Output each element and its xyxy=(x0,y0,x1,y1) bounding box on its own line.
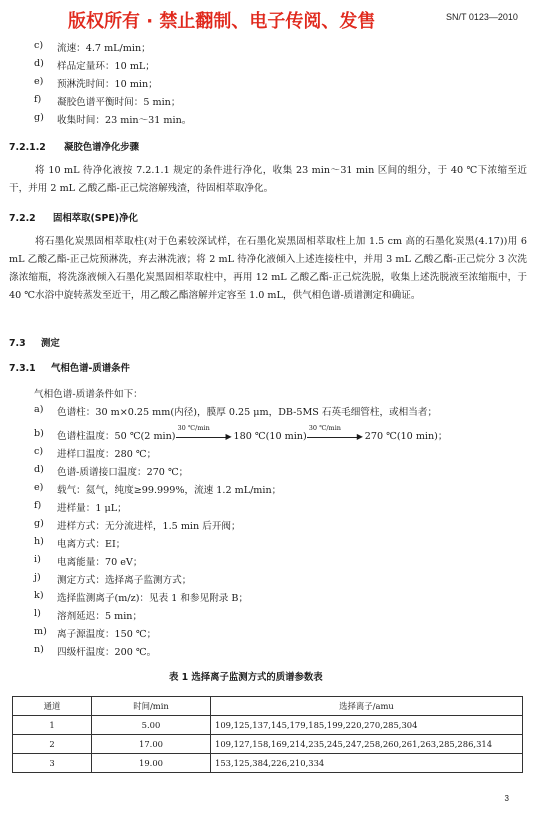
list-label: g) xyxy=(34,112,44,123)
section-title: 凝胶色谱净化步骤 xyxy=(64,142,140,153)
section-number: 7.2.2 xyxy=(9,213,36,224)
section-heading-7212 xyxy=(9,139,139,153)
cell-time: 5.00 xyxy=(92,716,211,735)
header-time: 时间/min xyxy=(92,697,211,716)
ramp-rate-2: 30 ℃/min xyxy=(308,423,341,432)
list-label: e) xyxy=(34,482,44,493)
condition-item: 电离方式：EI； xyxy=(57,539,126,550)
section-title: 气相色谱-质谱条件 xyxy=(51,363,130,374)
section-title: 测定 xyxy=(41,338,60,349)
table-row xyxy=(13,716,523,735)
condition-item: 进样量：1 μL； xyxy=(57,503,127,514)
list-item: 预淋洗时间：10 min； xyxy=(57,79,158,90)
paragraph-7212: 将 10 mL 待净化液按 7.2.1.1 规定的条件进行净化，收集 23 min～31 min 区间的组分，于 40 ℃下浓缩至近干，并用 2 mL 乙酸乙酯-正己烷溶解残渣，待固相萃取净化。 xyxy=(9,165,527,194)
condition-item: 测定方式：选择离子监测方式； xyxy=(57,575,192,586)
list-item: 流速：4.7 mL/min； xyxy=(57,43,151,54)
cell-ions: 109,127,158,169,214,235,245,247,258,260,261,263,285,286,314 xyxy=(211,735,523,754)
arrow-head-icon: ▶ xyxy=(225,431,232,441)
table-row xyxy=(13,754,523,773)
cell-time: 17.00 xyxy=(92,735,211,754)
condition-item: 进样口温度：280 ℃； xyxy=(57,449,157,460)
ion-monitoring-table xyxy=(12,696,523,773)
page-number: 3 xyxy=(504,794,509,803)
condition-oven-program xyxy=(57,423,448,443)
temp-step-3: 270 ℃(10 min)； xyxy=(364,431,448,442)
section-title: 固相萃取(SPE)净化 xyxy=(53,213,138,224)
list-label: d) xyxy=(34,58,44,69)
list-label: f) xyxy=(34,500,42,511)
temp-step-2: 180 ℃(10 min) xyxy=(233,431,307,442)
cell-time: 19.00 xyxy=(92,754,211,773)
condition-item: 进样方式：无分流进样，1.5 min 后开阀； xyxy=(57,521,241,532)
ramp-arrow xyxy=(307,423,365,443)
header-ions: 选择离子/amu xyxy=(211,697,523,716)
table-header-row xyxy=(13,697,523,716)
section-heading-722 xyxy=(9,210,138,224)
cell-ions: 109,125,137,145,179,185,199,220,270,285,304 xyxy=(211,716,523,735)
temp-step-1: 色谱柱温度：50 ℃(2 min) xyxy=(57,431,176,442)
cell-channel: 2 xyxy=(13,735,92,754)
list-label: m) xyxy=(34,626,47,637)
list-label: h) xyxy=(34,536,44,547)
table-row xyxy=(13,735,523,754)
cell-channel: 1 xyxy=(13,716,92,735)
section-number: 7.3.1 xyxy=(9,363,36,374)
list-label: e) xyxy=(34,76,44,87)
list-label: j) xyxy=(34,572,41,583)
section-number: 7.2.1.2 xyxy=(9,142,46,153)
ramp-arrow xyxy=(176,423,234,443)
condition-item: 四级杆温度：200 ℃。 xyxy=(57,647,157,658)
list-label: k) xyxy=(34,590,44,601)
list-item: 样品定量环：10 mL； xyxy=(57,61,155,72)
condition-column: 色谱柱：30 m×0.25 mm(内径)，膜厚 0.25 μm，DB-5MS 石英毛细管柱，或相当者； xyxy=(57,407,438,418)
condition-item: 溶剂延迟：5 min； xyxy=(57,611,143,622)
list-label: a) xyxy=(34,404,44,415)
condition-item: 色谱-质谱接口温度：270 ℃； xyxy=(57,467,189,478)
table-caption: 表 1 选择离子监测方式的质谱参数表 xyxy=(169,672,323,683)
list-label: d) xyxy=(34,464,44,475)
list-label: n) xyxy=(34,644,44,655)
list-label: c) xyxy=(34,40,44,51)
conditions-intro: 气相色谱-质谱条件如下： xyxy=(34,389,143,400)
condition-item: 载气：氦气，纯度≥99.999%，流速 1.2 mL/min； xyxy=(57,485,282,496)
condition-item: 电离能量：70 eV； xyxy=(57,557,143,568)
list-item: 凝胶色谱平衡时间：5 min； xyxy=(57,97,181,108)
arrow-head-icon: ▶ xyxy=(356,431,363,441)
list-item: 收集时间：23 min～31 min。 xyxy=(57,115,192,126)
header-channel: 通道 xyxy=(13,697,92,716)
list-label: f) xyxy=(34,94,42,105)
section-heading-73 xyxy=(9,335,60,349)
list-label: b) xyxy=(34,428,44,439)
watermark-banner: 版权所有 · 禁止翻制、电子传阅、发售 xyxy=(68,11,376,32)
section-heading-731 xyxy=(9,360,130,374)
condition-item: 离子源温度：150 ℃； xyxy=(57,629,157,640)
cell-channel: 3 xyxy=(13,754,92,773)
paragraph-722: 将石墨化炭黑固相萃取柱(对于色素较深试样，在石墨化炭黑固相萃取柱上加 1.5 cm 高的石墨化炭黑(4.17))用 6 mL 乙酸乙酯-正己烷预淋洗，弃去淋洗液；将 2 mL 待净化液倾入上述连接柱中，并用 3 mL 乙酸乙酯-正己烷分 3 次洗涤浓缩瓶，将洗涤液倾入石墨化炭黑固相萃取柱中，再用 12 mL 乙酸乙酯-正己烷洗脱，收集上述洗脱液至浓缩瓶中，于 40 ℃水浴中旋转蒸发至近干，用乙酸乙酯溶解并定容至 1.0 mL，供气相色谱-质谱测定和确证。 xyxy=(9,236,527,301)
list-label: c) xyxy=(34,446,44,457)
standard-number: SN/T 0123—2010 xyxy=(446,12,518,22)
list-label: i) xyxy=(34,554,41,565)
cell-ions: 153,125,384,226,210,334 xyxy=(211,754,523,773)
section-number: 7.3 xyxy=(9,338,26,349)
list-label: g) xyxy=(34,518,44,529)
ramp-rate-1: 30 ℃/min xyxy=(177,423,210,432)
list-label: l) xyxy=(34,608,41,619)
condition-item: 选择监测离子(m/z)：见表 1 和参见附录 B； xyxy=(57,593,249,604)
